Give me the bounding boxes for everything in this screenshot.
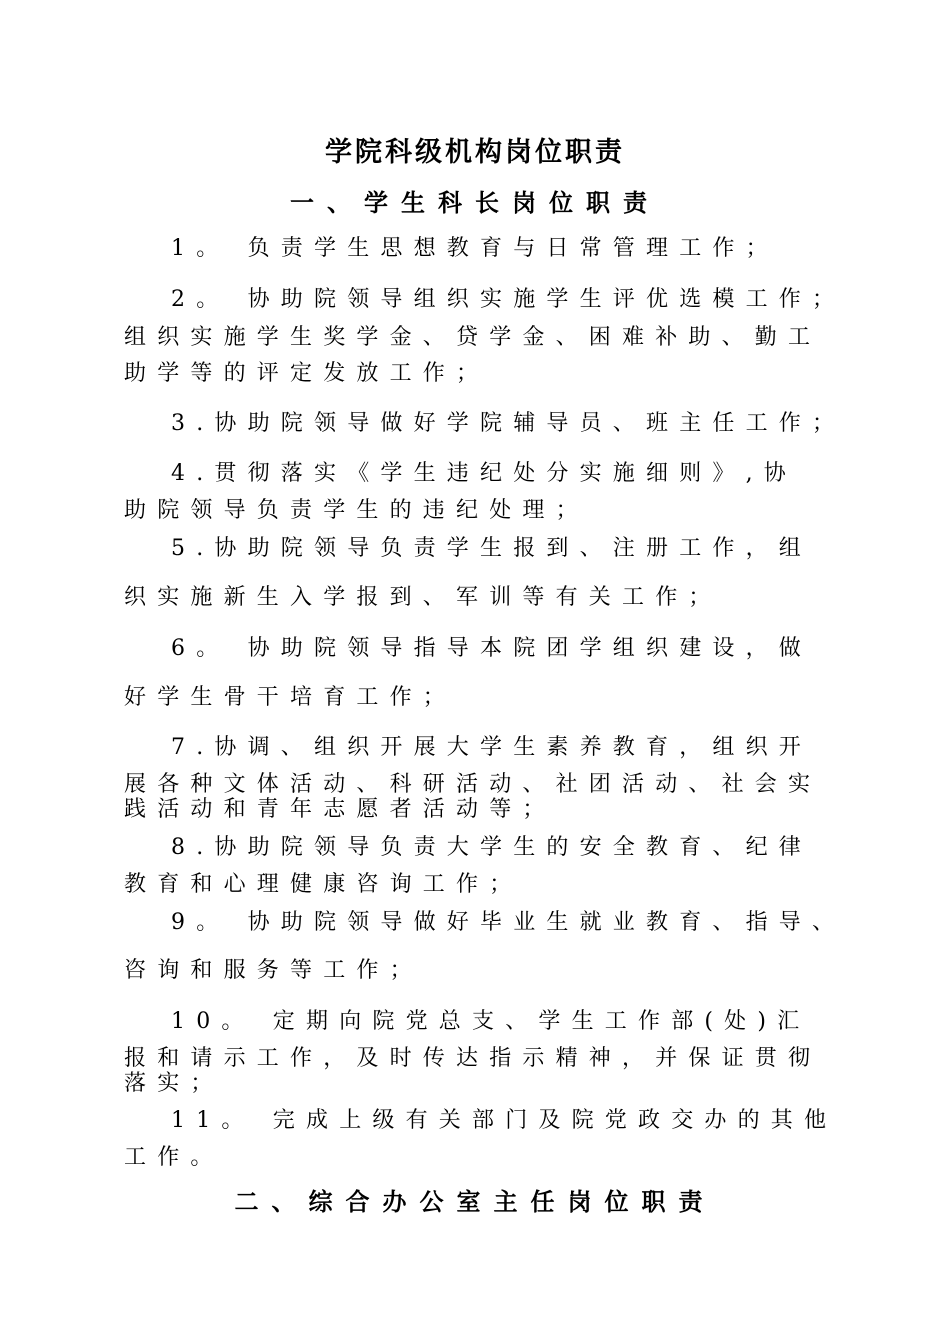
item-5-line-2: 织实施新生入学报到、军训等有关工作； [124, 585, 722, 610]
section-1-heading: 一、学生科长岗位职责 [290, 188, 660, 217]
item-2-line-3: 助学等的评定发放工作； [124, 361, 490, 386]
item-2-line-1: 2。 协助院领导组织实施学生评优选模工作； [171, 287, 846, 312]
item-7-line-2: 展各种文体活动、科研活动、社团活动、社会实 [124, 772, 822, 797]
item-8-line-2: 教育和心理健康咨询工作； [124, 872, 523, 897]
item-3-line-1: 3.协助院领导做好学院辅导员、班主任工作； [171, 411, 846, 436]
item-7-line-3: 践活动和青年志愿者活动等； [124, 797, 556, 822]
item-10-line-2: 报和请示工作，及时传达指示精神，并保证贯彻 [124, 1046, 822, 1071]
document-title: 学院科级机构岗位职责 [325, 137, 625, 168]
item-6-line-1: 6。 协助院领导指导本院团学组织建设，做 [171, 636, 812, 661]
item-4-line-2: 助院领导负责学生的违纪处理； [124, 498, 589, 523]
section-2-heading: 二、综合办公室主任岗位职责 [234, 1187, 716, 1216]
item-10-line-3: 落实； [124, 1071, 224, 1096]
item-5-line-1: 5.协助院领导负责学生报到、注册工作，组 [171, 536, 812, 561]
item-11-line-1: 11。 完成上级有关部门及院党政交办的其他 [171, 1108, 838, 1133]
item-8-line-1: 8.协助院领导负责大学生的安全教育、纪律 [171, 835, 812, 860]
item-2-line-2: 组织实施学生奖学金、贷学金、困难补助、勤工 [124, 325, 822, 350]
item-7-line-1: 7.协调、组织开展大学生素养教育，组织开 [171, 735, 812, 760]
item-11-line-2: 工作。 [124, 1145, 224, 1170]
item-9-line-2: 咨询和服务等工作； [124, 958, 423, 983]
item-6-line-2: 好学生骨干培育工作； [124, 685, 457, 710]
item-4-line-1: 4.贯彻落实《学生违纪处分实施细则》,协 [171, 461, 797, 486]
item-10-line-1: 10。 定期向院党总支、学生工作部(处)汇 [171, 1009, 811, 1034]
item-1-line-1: 1。 负责学生思想教育与日常管理工作； [171, 236, 779, 261]
item-9-line-1: 9。 协助院领导做好毕业生就业教育、指导、 [171, 910, 846, 935]
